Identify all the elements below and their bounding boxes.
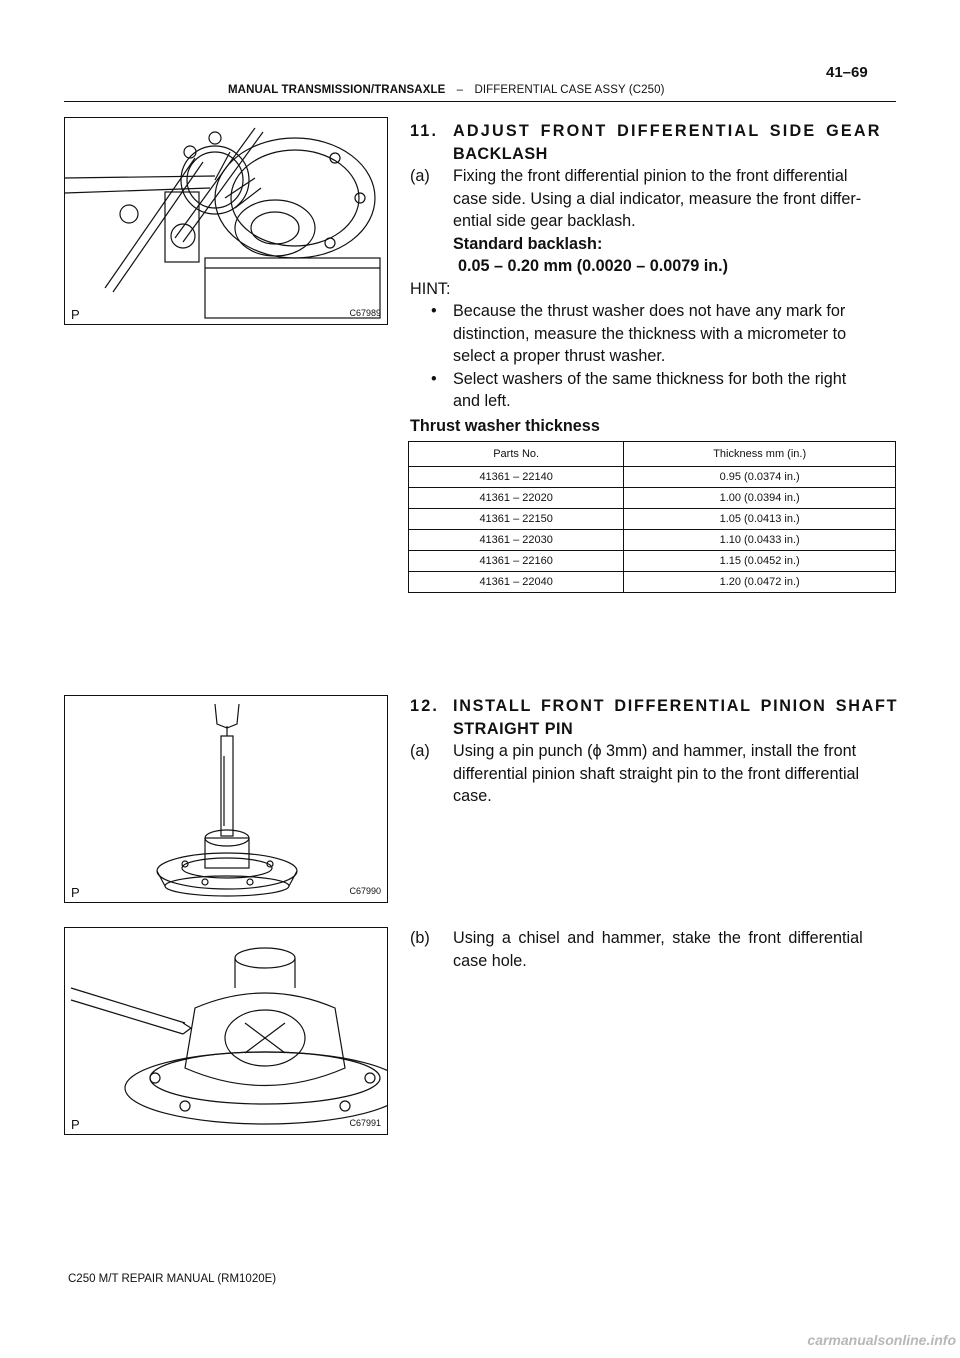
table-row [409,509,896,530]
table-cell-parts-no: 41361 – 22160 [409,551,624,572]
table-header-thickness: Thickness mm (in.) [624,442,896,467]
table-cell-thickness: 1.00 (0.0394 in.) [624,488,896,509]
step-12-b-line2: case hole. [453,951,527,970]
figure-id: C67990 [349,886,381,896]
table-cell-parts-no: 41361 – 22020 [409,488,624,509]
table-row [409,488,896,509]
table-cell-parts-no: 41361 – 22030 [409,530,624,551]
table-header-parts-no: Parts No. [409,442,624,467]
step-12-a-line2: differential pinion shaft straight pin to the front differential [453,764,860,783]
step-12-a-line3: case. [453,787,492,805]
dial-indicator-illustration [65,118,388,325]
figure-marker: P [71,307,80,322]
figure-id: C67989 [349,308,381,318]
page-footer: C250 M/T REPAIR MANUAL (RM1020E) [68,1273,277,1285]
table-title: Thrust washer thickness [410,417,600,435]
hint-bullet-2-line1: Select washers of the same thickness for both the right [453,369,847,388]
step-12-title-line2: STRAIGHT PIN [453,719,574,738]
table-cell-thickness: 1.10 (0.0433 in.) [624,530,896,551]
table-cell-thickness: 0.95 (0.0374 in.) [624,467,896,488]
figure-dial-indicator [64,117,388,325]
step-11-a-line1: Fixing the front differential pinion to the front differential [453,167,848,185]
hint-bullet-2-line2: and left. [453,392,511,410]
step-12-number: 12. [410,697,440,715]
step-11-a-label: (a) [410,167,430,185]
header-rule [64,101,896,102]
table-cell-parts-no: 41361 – 22140 [409,467,624,488]
figure-id: C67991 [349,1118,381,1128]
header-dash: – [456,84,464,96]
step-11-title-line1: ADJUST FRONT DIFFERENTIAL SIDE GEAR [453,122,882,140]
header-subsection: DIFFERENTIAL CASE ASSY (C250) [474,84,665,96]
standard-backlash-label: Standard backlash: [453,234,603,253]
figure-marker: P [71,885,80,900]
step-12-a-line1: Using a pin punch (ϕ 3mm) and hammer, install the front [453,742,857,760]
table-row [409,530,896,551]
table-header-row [409,442,896,467]
page-header [228,84,665,96]
table-cell-thickness: 1.05 (0.0413 in.) [624,509,896,530]
bullet-icon: • [431,369,437,388]
table-cell-thickness: 1.15 (0.0452 in.) [624,551,896,572]
hint-bullet-1-line3: select a proper thrust washer. [453,347,666,365]
thrust-washer-table [408,441,896,593]
step-11-a-line3: ential side gear backlash. [453,212,636,230]
page-number: 41–69 [826,64,868,81]
step-11-a-line2: case side. Using a dial indicator, measure the front differ- [453,189,862,208]
table-cell-parts-no: 41361 – 22150 [409,509,624,530]
table-row [409,551,896,572]
chisel-illustration [65,928,388,1135]
figure-marker: P [71,1117,80,1132]
step-12-b-line1: Using a chisel and hammer, stake the front differential [453,929,863,947]
table-cell-thickness: 1.20 (0.0472 in.) [624,572,896,593]
step-12-title-line1: INSTALL FRONT DIFFERENTIAL PINION SHAFT [453,697,899,715]
step-12-a-label: (a) [410,742,430,760]
watermark: carmanualsonline.info [807,1332,956,1348]
step-11-title-line2: BACKLASH [453,144,548,163]
hint-label: HINT: [410,279,451,298]
pin-punch-illustration [65,696,388,903]
header-section: MANUAL TRANSMISSION/TRANSAXLE [228,84,446,96]
hint-bullet-1-line2: distinction, measure the thickness with a micrometer to [453,324,847,343]
table-row [409,572,896,593]
bullet-icon: • [431,302,437,320]
step-11-number: 11. [410,122,439,140]
standard-backlash-value: 0.05 – 0.20 mm (0.0020 – 0.0079 in.) [458,257,728,275]
figure-chisel [64,927,388,1135]
step-12-b-label: (b) [410,929,430,947]
figure-pin-punch [64,695,388,903]
table-row [409,467,896,488]
table-cell-parts-no: 41361 – 22040 [409,572,624,593]
hint-bullet-1-line1: Because the thrust washer does not have any mark for [453,302,846,320]
